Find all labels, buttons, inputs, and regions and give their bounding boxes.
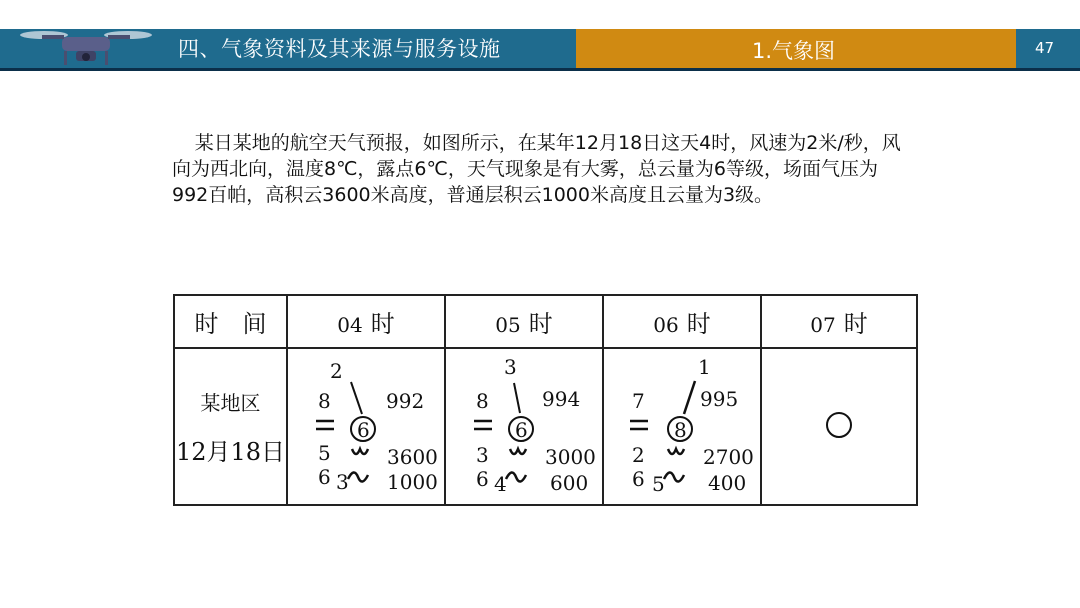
temperature: 7	[632, 389, 645, 413]
drone-logo-icon	[16, 25, 156, 71]
high-cloud-height: 3600	[387, 445, 438, 469]
total-cloud: 6	[357, 418, 370, 442]
high-cloud-height: 2700	[703, 445, 754, 469]
pressure: 995	[700, 387, 739, 411]
temperature: 8	[476, 389, 489, 413]
wind-barb	[351, 382, 362, 414]
low-cloud-count: 3	[336, 470, 349, 494]
dew-point: 5	[318, 441, 331, 465]
wind-barb	[514, 383, 520, 413]
area-name: 某地区	[200, 390, 261, 415]
wind-speed: 1	[698, 355, 711, 379]
altocumulus-icon	[510, 449, 526, 454]
time-header-cell	[174, 295, 287, 348]
hour-unit: 时	[528, 310, 553, 338]
area-cell	[174, 348, 287, 505]
description-text: 某日某地的航空天气预报，如图所示，在某年12月18日这天4时，风速为2米/秒，风向为西北向，温度8℃，露点6℃，天气现象是有大雾，总云量为6等级，场面气压为992百帕，高积云3600米高度，普通层积云1000米高度且云量为3级。	[172, 132, 901, 206]
hour-unit: 时	[843, 310, 868, 338]
hour-header-06	[603, 295, 761, 348]
pressure: 994	[542, 387, 581, 411]
header-title: 四、气象资料及其来源与服务设施	[178, 37, 501, 61]
temperature: 8	[318, 389, 331, 413]
low-cloud-count: 4	[494, 472, 507, 496]
low-cloud-height: 400	[708, 471, 747, 495]
low-cloud-height: 1000	[387, 470, 438, 494]
total-cloud: 8	[674, 418, 687, 442]
station-plot-05	[445, 348, 603, 505]
low-cloud-height: 600	[550, 471, 589, 495]
hour-unit: 时	[686, 310, 711, 338]
pressure: 992	[386, 389, 425, 413]
page-number: 47	[1035, 39, 1055, 57]
dew-point: 2	[632, 443, 645, 467]
altocumulus-icon	[352, 449, 368, 454]
description-paragraph	[172, 130, 902, 208]
stratocumulus-icon	[664, 472, 684, 481]
hour-unit: 时	[370, 310, 395, 338]
low-cloud-amount: 6	[476, 467, 489, 491]
high-cloud-height: 3000	[545, 445, 596, 469]
total-cloud: 6	[515, 418, 528, 442]
hour-number: 05	[495, 313, 521, 337]
wind-barb	[684, 381, 695, 414]
hour-number: 07	[810, 313, 836, 337]
hour-header-07	[761, 295, 917, 348]
slide-header	[0, 29, 1080, 71]
low-cloud-amount: 6	[318, 465, 331, 489]
header-section-title: 1.气象图	[752, 39, 836, 63]
dew-point: 3	[476, 443, 489, 467]
hour-header-04	[287, 295, 445, 348]
hour-header-05	[445, 295, 603, 348]
station-plot-07	[761, 348, 917, 505]
weather-station-table	[173, 294, 918, 506]
time-header-label: 时 间	[194, 310, 267, 338]
hour-number: 06	[653, 313, 679, 337]
station-model	[446, 349, 602, 504]
altocumulus-icon	[668, 449, 684, 454]
stratocumulus-icon	[506, 472, 526, 481]
hour-number: 04	[337, 313, 363, 337]
station-plot-04	[287, 348, 445, 505]
station-plot-06	[603, 348, 761, 505]
low-cloud-count: 5	[652, 472, 665, 496]
low-cloud-amount: 6	[632, 467, 645, 491]
wind-speed: 2	[330, 359, 343, 383]
wind-speed: 3	[504, 355, 517, 379]
stratocumulus-icon	[348, 472, 368, 481]
station-model	[604, 349, 760, 504]
header-underline	[0, 68, 1080, 71]
clear-sky-circle-icon	[824, 410, 854, 440]
area-date: 12月18日	[175, 437, 286, 466]
station-model	[288, 349, 444, 504]
